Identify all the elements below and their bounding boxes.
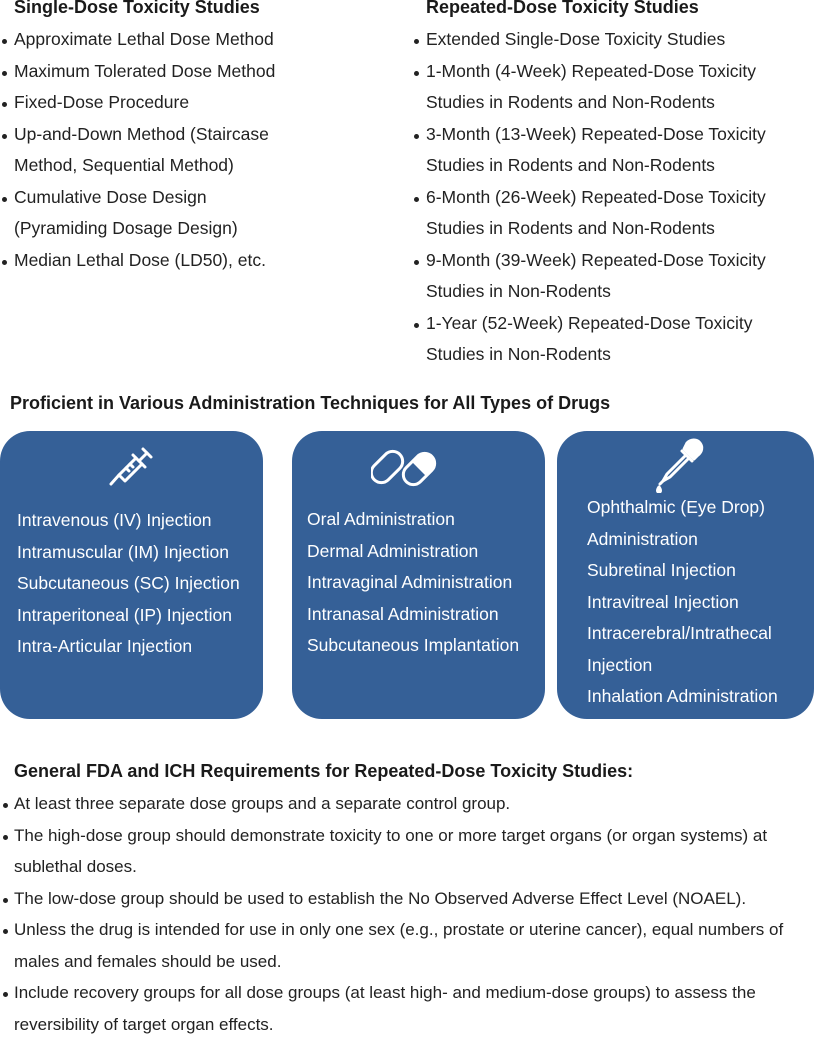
list-item: Dermal Administration: [307, 540, 479, 561]
list-item: Cumulative Dose Design (Pyramiding Dosage Design): [14, 182, 254, 245]
repeated-dose-title: Repeated-Dose Toxicity Studies: [426, 0, 699, 17]
capsule-icon: [371, 445, 439, 494]
repeated-dose-list: [426, 24, 806, 371]
list-item: Median Lethal Dose (LD50), etc.: [14, 245, 314, 277]
list-item: Inhalation Administration: [587, 686, 778, 706]
list-item: Fixed-Dose Procedure: [14, 87, 314, 119]
list-item: Maximum Tolerated Dose Method: [14, 56, 314, 88]
oral-list: [307, 504, 519, 662]
administration-title: Proficient in Various Administration Techniques for All Types of Drugs: [10, 393, 611, 413]
list-item: Intravitreal Injection: [587, 591, 739, 612]
list-item: Intra-Articular Injection: [17, 636, 193, 656]
ophthalmic-list: [587, 492, 802, 713]
ophthalmic-card: [557, 431, 814, 719]
oral-card: [292, 431, 545, 719]
injection-list: [17, 505, 240, 663]
requirements-list: [14, 788, 829, 1040]
list-item: 3-Month (13-Week) Repeated-Dose Toxicity Studies in Rodents and Non-Rodents: [426, 119, 806, 182]
injection-card: [0, 431, 263, 719]
list-item: 1-Month (4-Week) Repeated-Dose Toxicity Studies in Rodents and Non-Rodents: [426, 56, 806, 119]
single-dose-title: Single-Dose Toxicity Studies: [14, 0, 260, 17]
list-item: Intranasal Administration: [307, 603, 499, 624]
list-item: Unless the drug is intended for use in only one sex (e.g., prostate or uterine cancer), equal numbers of males and females should be used.: [14, 914, 829, 977]
list-item: The low-dose group should be used to establish the No Observed Adverse Effect Level (NOAEL).: [14, 883, 829, 915]
syringe-icon: [106, 444, 156, 495]
list-item: Subcutaneous (SC) Injection: [17, 573, 240, 593]
single-dose-list: [14, 24, 314, 276]
list-item: 9-Month (39-Week) Repeated-Dose Toxicity Studies in Non-Rodents: [426, 245, 806, 308]
list-item: Up-and-Down Method (Staircase Method, Sequential Method): [14, 119, 284, 182]
requirements-title: General FDA and ICH Requirements for Repeated-Dose Toxicity Studies:: [14, 761, 634, 781]
list-item: 6-Month (26-Week) Repeated-Dose Toxicity Studies in Rodents and Non-Rodents: [426, 182, 806, 245]
list-item: Approximate Lethal Dose Method: [14, 24, 314, 56]
list-item: Subcutaneous Implantation: [307, 635, 520, 655]
list-item: At least three separate dose groups and a separate control group.: [14, 788, 829, 820]
list-item: Intracerebral/Intrathecal Injection: [587, 623, 772, 675]
list-item: 1-Year (52-Week) Repeated-Dose Toxicity Studies in Non-Rodents: [426, 308, 806, 371]
list-item: Ophthalmic (Eye Drop) Administration: [587, 497, 765, 549]
list-item: Intravenous (IV) Injection: [17, 510, 212, 530]
list-item: Extended Single-Dose Toxicity Studies: [426, 24, 806, 56]
list-item: Subretinal Injection: [587, 560, 736, 580]
list-item: Include recovery groups for all dose groups (at least high- and medium-dose groups) to assess the reversibility of target organ effects.: [14, 977, 829, 1040]
eye-dropper-icon: [653, 437, 707, 498]
list-item: Intramuscular (IM) Injection: [17, 541, 230, 562]
list-item: Intraperitoneal (IP) Injection: [17, 604, 232, 625]
list-item: Intravaginal Administration: [307, 572, 513, 592]
list-item: Oral Administration: [307, 509, 455, 529]
list-item: The high-dose group should demonstrate toxicity to one or more target organs (or organ systems) at sublethal doses.: [14, 820, 829, 883]
